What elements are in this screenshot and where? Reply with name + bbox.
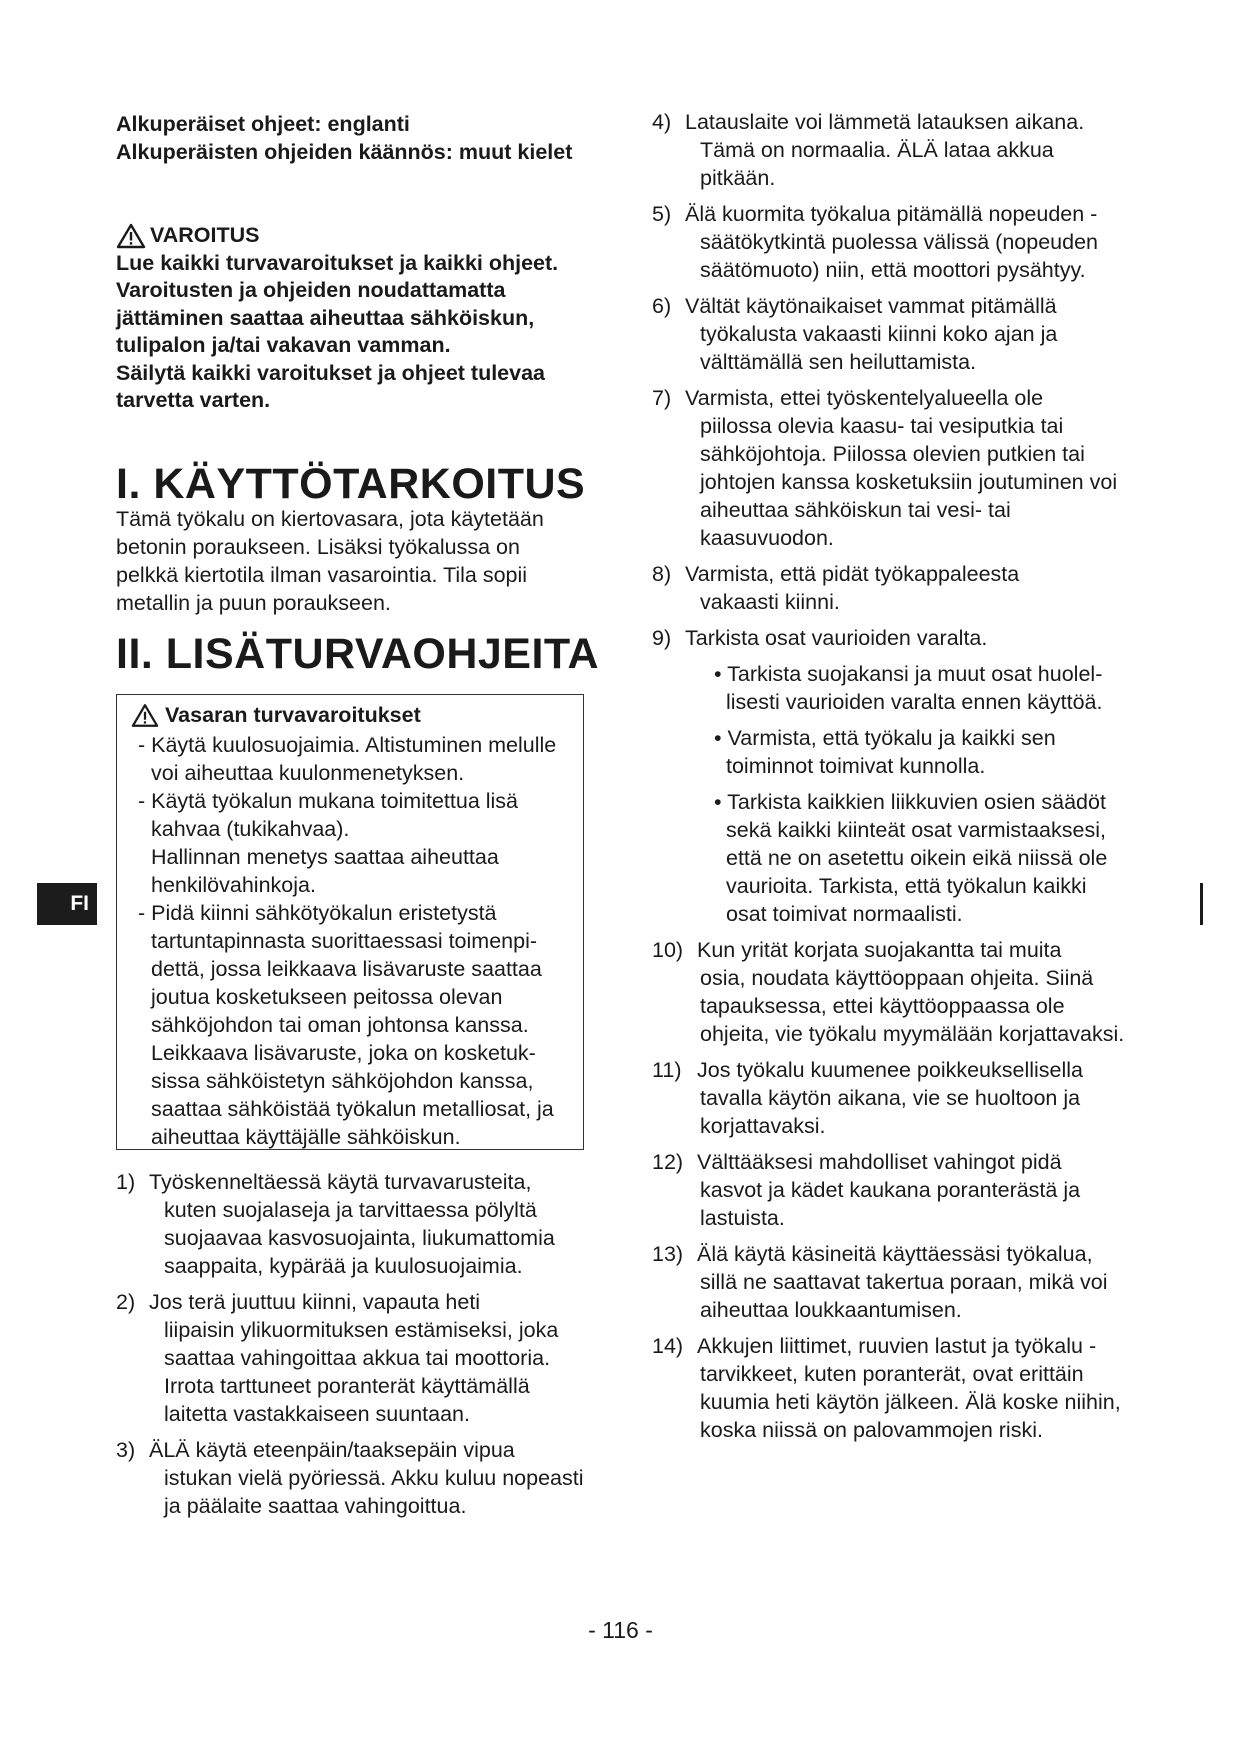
list-item	[652, 1148, 1132, 1232]
warning-keep-text: Säilytä kaikki varoitukset ja ohjeet tulevaa tarvetta varten.	[116, 360, 546, 412]
list-item-first-line: Latauslaite voi lämmetä latauksen aikana.	[685, 110, 1085, 134]
list-item-number: 9)	[652, 626, 672, 650]
list-item-number: 1)	[116, 1170, 136, 1194]
list-item	[652, 108, 1132, 192]
list-item-text: tavalla käytön aikana, vie se huoltoon ja korjattavaksi.	[700, 1086, 1081, 1138]
list-item	[652, 560, 1132, 616]
list-item-first-line: Jos työkalu kuumenee poikkeuksellisella	[697, 1058, 1084, 1082]
list-item-first-line: Työskenneltäessä käytä turvavarusteita,	[149, 1170, 532, 1194]
hammer-box-title-row	[131, 701, 573, 729]
list-item-number: 13)	[652, 1242, 684, 1266]
list-item-first-line: Vältät käytönaikaiset vammat pitämällä	[685, 294, 1057, 318]
list-item-number: 6)	[652, 294, 672, 318]
warning-text: Lue kaikki turvavaroitukset ja kaikki ohjeet. Varoitusten ja ohjeiden noudattamatta jättäminen saattaa aiheuttaa sähköiskun, tulipalon ja/tai vakavan vamman.	[116, 250, 559, 357]
list-item-first-line: Jos terä juuttuu kiinni, vapauta heti	[149, 1290, 481, 1314]
list-item-number: 7)	[652, 386, 672, 410]
list-item	[652, 936, 1132, 1048]
warning-triangle-icon	[131, 703, 159, 728]
section-heading-intended-use: I. KÄYTTÖTARKOITUS	[116, 460, 586, 508]
list-item-text: osia, noudata käyttöoppaan ohjeita. Siinä tapauksessa, ettei käyttöoppaassa ole ohjeita, vie työkalu myymälään korjattavaksi.	[700, 966, 1125, 1046]
list-item-text: istukan vielä pyöriessä. Akku kuluu nopeasti ja päälaite saattaa vahingoittua.	[164, 1466, 584, 1518]
hammer-box-item	[131, 787, 573, 899]
bullet-item	[652, 788, 1132, 928]
list-item-text: työkalusta vakaasti kiinni koko ajan ja välttämällä sen heiluttamista.	[700, 322, 1058, 374]
list-item-text: sillä ne saattavat takertua poraan, mikä voi aiheuttaa loukkaantumisen.	[700, 1270, 1108, 1322]
page-number: - 116 -	[588, 1617, 653, 1643]
language-tab	[37, 883, 97, 925]
hammer-box-item-text: - Käytä työkalun mukana toimitettua lisä kahvaa (tukikahvaa).	[138, 789, 519, 841]
list-item-text: liipaisin ylikuormituksen estämiseksi, joka saattaa vahingoittaa akkua tai moottoria. Irrota tarttuneet poranterät käyttämällä laitetta vastakkaiseen suuntaan.	[164, 1318, 559, 1426]
list-item	[652, 200, 1132, 284]
hammer-box-item-text: - Käytä kuulosuojaimia. Altistuminen melulle voi aiheuttaa kuulonmenetyksen.	[138, 733, 557, 785]
warning-triangle-icon	[116, 223, 146, 249]
hammer-box-item-text: - Pidä kiinni sähkötyökalun eristetystä tartuntapinnasta suorittaessasi toimenpidettä, jossa leikkaava lisävaruste saattaa joutua kosketukseen peitossa olevan sähköjohdon tai oman johtonsa kanssa.	[138, 901, 542, 1037]
general-warning	[116, 222, 592, 415]
list-item-number: 11)	[652, 1058, 682, 1082]
list-item-number: 3)	[116, 1438, 136, 1462]
list-item-number: 2)	[116, 1290, 136, 1314]
list-item-number: 12)	[652, 1150, 684, 1174]
list-item	[652, 1240, 1132, 1324]
hammer-box-item	[131, 731, 573, 787]
list-item	[652, 624, 1132, 652]
original-language-line: Alkuperäiset ohjeet: englanti	[116, 112, 410, 136]
language-tab-label: FI	[70, 892, 89, 915]
bullet-text: • Tarkista kaikkien liikkuvien osien säädöt sekä kaikki kiinteät osat varmistaaksesi, että ne on asetettu oikein eikä niissä ole vaurioita. Tarkista, että työkalun kaikki osat toimivat normaalisti.	[714, 790, 1108, 926]
bullet-text: • Varmista, että työkalu ja kaikki sen toiminnot toimivat kunnolla.	[714, 726, 1056, 778]
hammer-safety-box	[116, 694, 584, 1150]
list-item-text: säätökytkintä puolessa välissä (nopeuden säätömuoto) niin, että moottori pysähtyy.	[700, 230, 1099, 282]
list-item-number: 5)	[652, 202, 672, 226]
list-item-number: 4)	[652, 110, 672, 134]
warning-title: VAROITUS	[150, 223, 260, 247]
list-item-text: piilossa olevia kaasu- tai vesiputkia tai sähköjohtoja. Piilossa olevien putkien tai johtojen kanssa kosketuksiin joutuminen voi aiheuttaa sähköiskun tai vesi- tai kaasuvuodon.	[700, 414, 1118, 550]
list-item-number: 14)	[652, 1334, 684, 1358]
list-item-text: Tämä on normaalia. ÄLÄ lataa akkua pitkään.	[700, 138, 1054, 190]
list-item-text: tarvikkeet, kuten poranterät, ovat erittäin kuumia heti käytön jälkeen. Älä koske niihin, koska niissä on palovammojen riski.	[700, 1362, 1121, 1442]
list-item-first-line: Varmista, että pidät työkappaleesta	[685, 562, 1020, 586]
hammer-box-title: Vasaran turvavaroitukset	[165, 703, 421, 727]
list-item-text: vakaasti kiinni.	[700, 590, 840, 614]
list-item	[652, 1332, 1132, 1444]
list-item-number: 8)	[652, 562, 672, 586]
list-item-first-line: Älä kuormita työkalua pitämällä nopeuden -	[685, 202, 1098, 226]
list-item-first-line: Tarkista osat vaurioiden varalta.	[685, 626, 988, 650]
safety-list-left	[116, 1168, 586, 1528]
list-item-first-line: Varmista, ettei työskentelyalueella ole	[685, 386, 1044, 410]
list-item	[116, 1168, 586, 1280]
original-instructions-note	[116, 111, 586, 166]
safety-list-right	[652, 108, 1132, 1452]
list-item	[652, 1056, 1132, 1140]
list-item-number: 10)	[652, 938, 684, 962]
section-heading-additional-safety: II. LISÄTURVAOHJEITA	[116, 630, 600, 678]
bullet-item	[652, 724, 1132, 780]
list-item	[652, 384, 1132, 552]
margin-marker	[1200, 883, 1203, 925]
hammer-box-item-continuation: Leikkaava lisävaruste, joka on kosketuksissa sähköistetyn sähköjohdon kanssa, saattaa sähköistää työkalun metalliosat, ja aiheuttaa käyttäjälle sähköiskun.	[151, 1041, 554, 1149]
hammer-box-item-continuation: Hallinnan menetys saattaa aiheuttaa henkilövahinkoja.	[151, 845, 499, 897]
translation-line: Alkuperäisten ohjeiden käännös: muut kielet	[116, 139, 573, 164]
bullet-item	[652, 660, 1132, 716]
intended-use-paragraph: Tämä työkalu on kiertovasara, jota käytetään betonin poraukseen. Lisäksi työkalussa on pelkkä kiertotila ilman vasarointia. Tila sopii metallin ja puun poraukseen.	[116, 507, 544, 615]
list-item-text: kuten suojalaseja ja tarvittaessa pölyltä suojaavaa kasvosuojainta, liukumattomia saappaita, kypärää ja kuulosuojaimia.	[164, 1198, 555, 1278]
hammer-box-item	[131, 899, 573, 1151]
list-item	[652, 292, 1132, 376]
warning-title-row	[116, 222, 592, 250]
list-item-first-line: Välttääksesi mahdolliset vahingot pidä	[697, 1150, 1062, 1174]
bullet-text: • Tarkista suojakansi ja muut osat huolellisesti vaurioiden varalta ennen käyttöä.	[714, 662, 1103, 714]
list-item-first-line: Akkujen liittimet, ruuvien lastut ja työkalu -	[697, 1334, 1097, 1358]
list-item-text: kasvot ja kädet kaukana poranterästä ja lastuista.	[700, 1178, 1081, 1230]
list-item-first-line: Kun yrität korjata suojakantta tai muita	[697, 938, 1062, 962]
list-item	[116, 1436, 586, 1520]
list-item-first-line: Älä käytä käsineitä käyttäessäsi työkalua,	[697, 1242, 1093, 1266]
list-item	[116, 1288, 586, 1428]
list-item-first-line: ÄLÄ käytä eteenpäin/taaksepäin vipua	[149, 1438, 515, 1462]
